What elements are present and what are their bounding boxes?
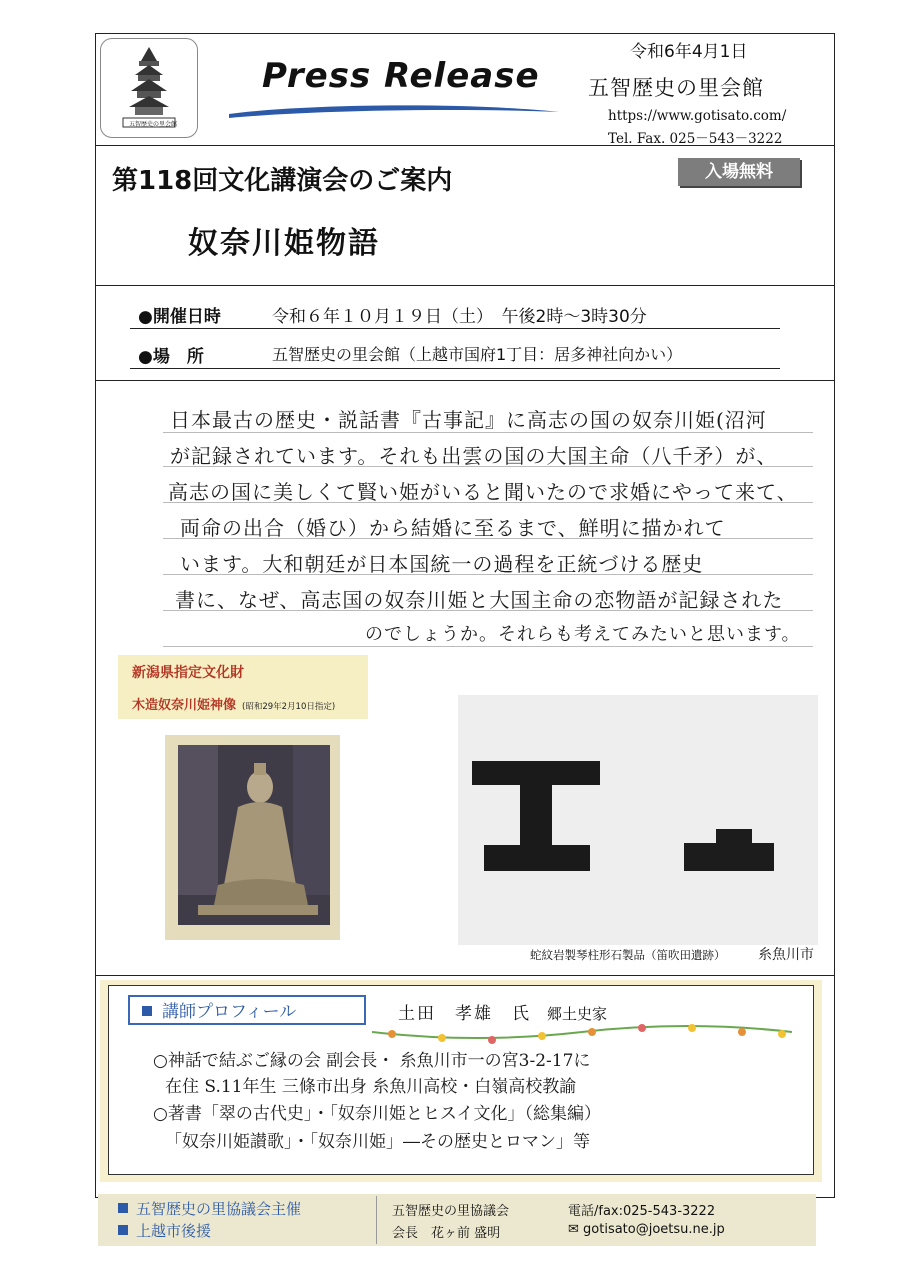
divider: [95, 975, 835, 976]
underline: [130, 328, 780, 329]
description-line: 両命の出合（婚ひ）から結婚に至るまで、鮮明に描かれて: [180, 516, 726, 540]
statue-date: (昭和29年2月10日指定): [242, 702, 336, 712]
square-icon: [118, 1203, 128, 1213]
place-value-text: 五智歴史の里会館（上越市国府1丁目：居多神社向かい）: [272, 345, 683, 364]
artifact-photo: [458, 695, 818, 945]
telephone: Tel. Fax. 025－543－3222: [608, 131, 783, 147]
date-label: ●開催日時: [138, 307, 221, 327]
description-line: 書に、なぜ、高志国の奴奈川姫と大国主命の恋物語が記録された: [175, 588, 784, 612]
statue-image: [178, 745, 330, 925]
underline: [130, 368, 780, 369]
profile-line: 在住 S.11年生 三條市出身 糸魚川高校・白嶺高校教諭: [165, 1077, 577, 1097]
support-text: 上越市後援: [136, 1222, 212, 1240]
description-line: が記録されています。それも出雲の国の大国主命（八千矛）が、: [170, 444, 778, 468]
event-title: 奴奈川姫物語: [188, 226, 380, 261]
profile-label-text: 講師プロフィール: [162, 1002, 297, 1022]
press-release-title: Press Release: [262, 56, 540, 96]
designation-label: 新潟県指定文化財: [132, 665, 244, 681]
description-line: 日本最古の歴史・説話書『古事記』に高志の国の奴奈川姫(沼河: [170, 408, 767, 432]
profile-line: ○著書「翠の古代史」・「奴奈川姫とヒスイ文化」（総集編）: [153, 1104, 601, 1124]
profile-line: ○神話で結ぶご縁の会 副会長・ 糸魚川市一の宮3-2-17に: [153, 1051, 591, 1071]
profile-label: [128, 995, 366, 1025]
place-value: [272, 342, 682, 365]
logo: [100, 38, 198, 138]
free-admission-badge: 入場無料: [678, 158, 800, 186]
release-date: 令和6年4月1日: [630, 42, 748, 62]
email-address[interactable]: gotisato@joetsu.ne.jp: [583, 1222, 725, 1237]
divider: [95, 285, 835, 286]
statue-photo: [178, 745, 330, 925]
ruled-line: [163, 646, 813, 647]
artifact-caption: 蛇紋岩製琴柱形石製品（笛吹田遺跡）: [530, 948, 726, 962]
artifact-owner: 糸魚川市: [758, 947, 814, 963]
logo-text: 五智歴史の里会館: [129, 121, 178, 128]
host-line: [118, 1198, 301, 1219]
place-label: ●場 所: [138, 347, 204, 367]
speaker: [398, 999, 607, 1024]
footer-divider: [376, 1196, 377, 1244]
speaker-name: 土田 孝雄 氏: [398, 1004, 531, 1024]
date-value: [272, 302, 647, 327]
flower-garland: [372, 1022, 792, 1046]
organization-name: 五智歴史の里会館: [588, 76, 764, 100]
square-icon: [142, 1006, 152, 1016]
mail-icon: ✉: [568, 1222, 584, 1237]
profile-line: 「奴奈川姫讃歌」・「奴奈川姫」―その歴史とロマン」等: [165, 1132, 590, 1152]
statue-name-label: [132, 694, 335, 713]
chair-name: 会長 花ヶ前 盛明: [392, 1226, 501, 1241]
description-line: 高志の国に美しくて賢い姫がいると聞いたので求婚にやって来て、: [168, 480, 798, 504]
artifact-image: [458, 695, 818, 945]
website-url[interactable]: https://www.gotisato.com/: [608, 108, 787, 124]
speaker-title: 郷土史家: [547, 1005, 608, 1023]
date-value-text: 令和６年１０月１９日（土） 午後2時～3時30分: [272, 307, 647, 327]
host-text: 五智歴史の里協議会主催: [136, 1200, 302, 1218]
support-line: [118, 1220, 211, 1241]
description-line: います。大和朝廷が日本国統一の過程を正統づける歴史: [180, 552, 704, 576]
square-icon: [118, 1225, 128, 1235]
association-name: 五智歴史の里協議会: [392, 1204, 510, 1219]
email-line: [568, 1222, 725, 1237]
description-line: のでしょうか。それらも考えてみたいと思います。: [365, 624, 801, 645]
divider: [95, 380, 835, 381]
swoosh-graphic: [225, 100, 565, 120]
phone-fax: 電話/fax:025-543-3222: [568, 1204, 716, 1219]
lecture-heading: 第118回文化講演会のご案内: [112, 166, 453, 196]
statue-name: 木造奴奈川姫神像: [132, 698, 237, 713]
